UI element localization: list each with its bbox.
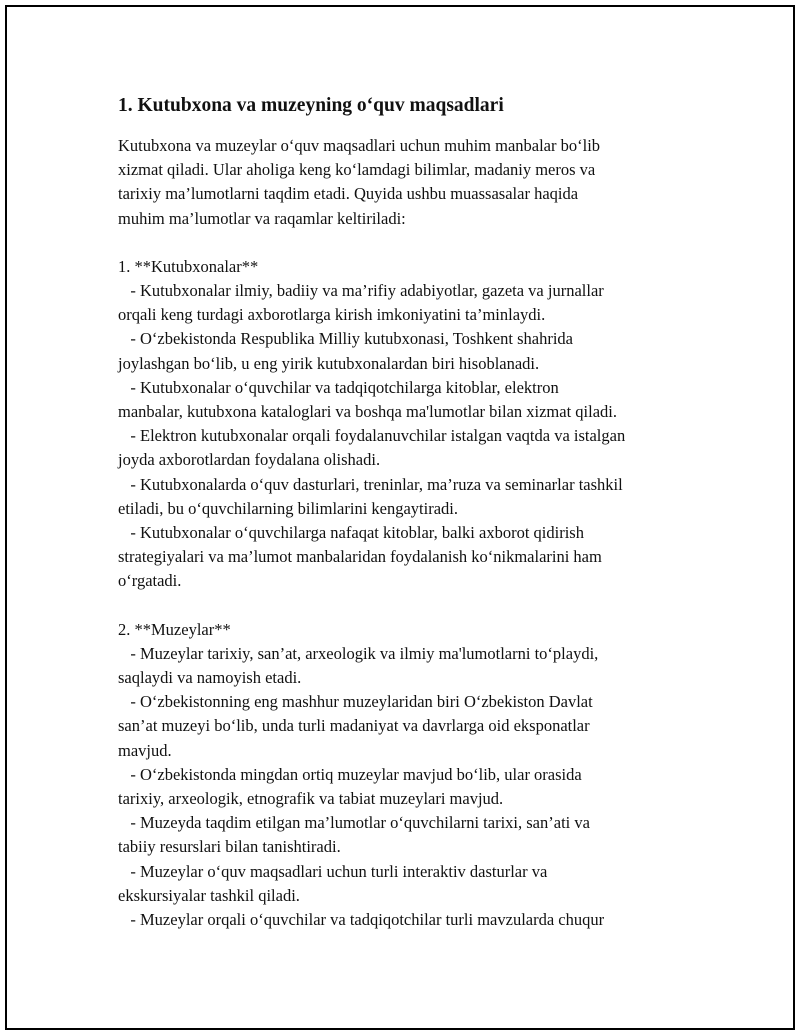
section-line: tarixiy, arxeologik, etnografik va tabiat muzeylari mavjud. <box>118 789 504 809</box>
intro-line: xizmat qiladi. Ular aholiga keng ko‘lamdagi bilimlar, madaniy meros va <box>118 160 596 180</box>
section-line: - O‘zbekistonda Respublika Milliy kutubxonasi, Toshkent shahrida <box>118 329 573 349</box>
section-line: - Muzeylar tarixiy, san’at, arxeologik va ilmiy ma'lumotlarni to‘playdi, <box>118 643 599 663</box>
section-line: tabiiy resurslari bilan tanishtiradi. <box>118 837 341 857</box>
intro-line: Kutubxona va muzeylar o‘quv maqsadlari uchun muhim manbalar bo‘lib <box>118 136 601 155</box>
section-line: etiladi, bu o‘quvchilarning bilimlarini kengaytiradi. <box>118 498 458 518</box>
section-line: orqali keng turdagi axborotlarga kirish imkoniyatini ta’minlaydi. <box>118 305 546 325</box>
section-line: saqlaydi va namoyish etadi. <box>118 668 302 688</box>
section-title: 2. **Muzeylar** <box>118 619 231 639</box>
section-line: ekskursiyalar tashkil qiladi. <box>118 885 300 905</box>
section-line: - Kutubxonalar o‘quvchilarga nafaqat kitoblar, balki axborot qidirish <box>118 523 584 543</box>
section-line: - Muzeyda taqdim etilgan ma’lumotlar o‘quvchilarni tarixi, san’ati va <box>118 813 590 833</box>
intro-paragraph <box>118 134 718 231</box>
section-line: joyda axborotlardan foydalana olishadi. <box>118 450 381 470</box>
section-line: - O‘zbekistonda mingdan ortiq muzeylar mavjud bo‘lib, ular orasida <box>118 764 582 784</box>
intro-line: muhim ma’lumotlar va raqamlar keltiriladi: <box>118 208 406 228</box>
section-line: - Kutubxonalarda o‘quv dasturlari, treninlar, ma’ruza va seminarlar tashkil <box>118 474 623 494</box>
section-line: strategiyalari va ma’lumot manbalaridan foydalanish ko‘nikmalarini ham <box>118 547 602 567</box>
section-line: joylashgan bo‘lib, u eng yirik kutubxonalardan biri hisoblanadi. <box>118 353 540 373</box>
section-line: - Kutubxonalar o‘quvchilar va tadqiqotchilarga kitoblar, elektron <box>118 377 559 397</box>
section-line: - O‘zbekistonning eng mashhur muzeylaridan biri O‘zbekiston Davlat <box>118 692 593 712</box>
section-line: mavjud. <box>118 740 172 760</box>
section-line: - Muzeylar orqali o‘quvchilar va tadqiqotchilar turli mavzularda chuqur <box>118 910 605 930</box>
intro-line: tarixiy ma’lumotlarni taqdim etadi. Quyida ushbu muassasalar haqida <box>118 184 579 204</box>
section-line: - Elektron kutubxonalar orqali foydalanuvchilar istalgan vaqtda va istalgan <box>118 426 626 446</box>
document-body <box>118 92 718 956</box>
section-kutubxonalar <box>118 255 718 594</box>
section-line: san’at muzeyi bo‘lib, unda turli madaniyat va davrlarga oid eksponatlar <box>118 716 590 736</box>
section-line: o‘rgatadi. <box>118 571 182 591</box>
document-heading: 1. Kutubxona va muzeyning o‘quv maqsadlari <box>118 95 504 116</box>
section-muzeylar <box>118 618 718 933</box>
section-line: - Muzeylar o‘quv maqsadlari uchun turli interaktiv dasturlar va <box>118 861 548 881</box>
section-title: 1. **Kutubxonalar** <box>118 256 259 276</box>
section-line: manbalar, kutubxona kataloglari va boshqa ma'lumotlar bilan xizmat qiladi. <box>118 402 618 422</box>
section-line: - Kutubxonalar ilmiy, badiiy va ma’rifiy adabiyotlar, gazeta va jurnallar <box>118 281 604 301</box>
